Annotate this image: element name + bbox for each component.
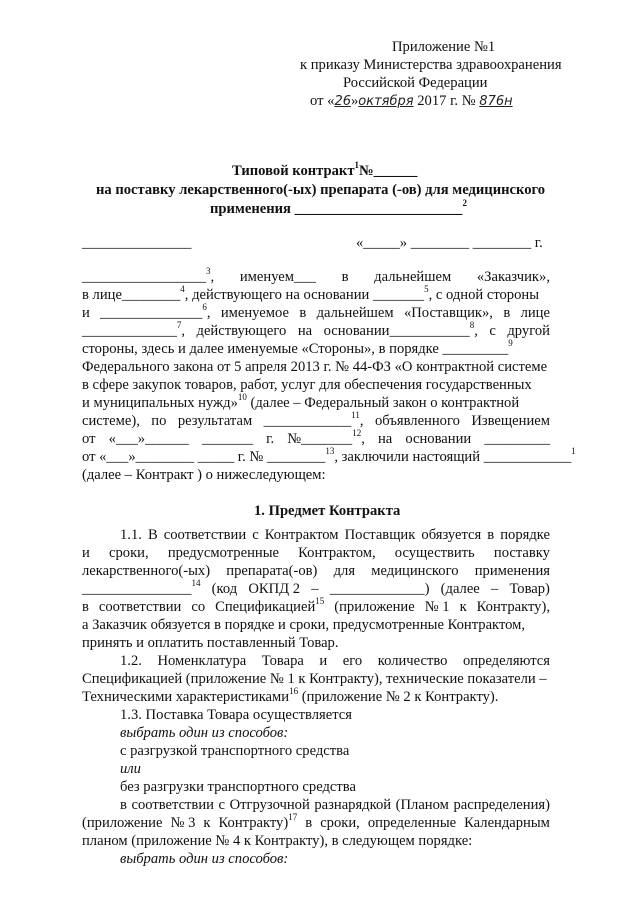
- preamble-text: «Заказчик»,: [476, 269, 550, 285]
- preamble-text: _________________$^3$,: [82, 266, 215, 285]
- paragraph-text: и: [82, 545, 90, 561]
- footnote-ref: 1: [354, 160, 360, 170]
- paragraph-text: определенные: [367, 815, 457, 831]
- paragraph-line: [82, 598, 550, 616]
- preamble-text: в: [341, 269, 349, 285]
- paragraph-text: _______________$^{14}$: [82, 578, 201, 597]
- preamble-text: действующего: [196, 323, 287, 339]
- paragraph-line: [82, 526, 550, 544]
- paragraph-text: к: [203, 815, 211, 831]
- paragraph-text: ОКПД 2: [248, 581, 301, 597]
- preamble-line: [82, 304, 550, 322]
- paragraph-text: Контракту),: [476, 599, 550, 615]
- paragraph-text: № 3: [170, 815, 196, 831]
- paragraph-text: его: [342, 653, 363, 669]
- paragraph-line: 1.3. Поставка Товара осуществляется: [120, 707, 352, 723]
- place-field: _______________: [82, 235, 192, 251]
- paragraph-line: а Заказчик обязуется в порядке и сроки, предусмотренные Контрактом,: [82, 617, 526, 633]
- preamble-text: стороны, здесь и далее именуемые «Стороны», в порядке _________$^9$: [82, 338, 513, 357]
- section-heading: 1. Предмет Контракта: [254, 503, 401, 519]
- title-text: Типовой контракт: [232, 163, 355, 179]
- option-text: без разгрузки транспортного средства: [120, 779, 356, 795]
- preamble-text: г.: [266, 431, 275, 447]
- paragraph-text: распределения): [453, 797, 550, 813]
- preamble-text: на: [377, 431, 393, 447]
- paragraph-text: Номенклатура: [157, 653, 247, 669]
- paragraph-text: сроки,: [109, 545, 149, 561]
- preamble-line: Федерального закона от 5 апреля 2013 г. № 44-ФЗ «О контрактной системе: [82, 359, 548, 375]
- preamble-text: «Поставщик»,: [403, 305, 493, 321]
- paragraph-text: –: [311, 581, 319, 597]
- paragraph-text: соответствии: [131, 797, 214, 813]
- preamble-text: _________: [484, 431, 550, 447]
- preamble-text: именуемое: [220, 305, 289, 321]
- paragraph-text: определяются: [462, 653, 550, 669]
- paragraph-text: обязуется: [421, 527, 482, 543]
- option-text: с разгрузкой транспортного средства: [120, 743, 350, 759]
- handwritten-day: 26: [334, 94, 351, 109]
- appendix-order-line: к приказу Министерства здравоохранения: [300, 57, 562, 73]
- preamble-line: [82, 430, 550, 448]
- preamble-text: с: [489, 323, 496, 339]
- paragraph-text: Контрактом,: [298, 545, 376, 561]
- paragraph-text: в: [120, 797, 127, 813]
- preamble-line: [82, 286, 550, 304]
- preamble-text: _____________$^7$,: [82, 320, 186, 339]
- preamble-text: ____________$^{11}$,: [263, 410, 364, 429]
- preamble-line: [82, 340, 550, 358]
- preamble-text: ______________$^6$,: [100, 302, 211, 321]
- preamble-text: объявленного: [374, 413, 460, 429]
- paragraph-text: препарата(-ов): [226, 563, 318, 579]
- paragraph-text: разнарядкой: [314, 797, 392, 813]
- preamble-text: именуем___: [239, 269, 316, 285]
- paragraph-line: принять и оплатить поставленный Товар.: [82, 635, 339, 651]
- preamble-text: в: [503, 305, 511, 321]
- paragraph-text: лекарственного(-ых): [82, 563, 211, 579]
- paragraph-text: (код: [211, 581, 238, 597]
- date-prefix: от «: [310, 93, 335, 109]
- preamble-line: в сфере закупок товаров, работ, услуг для обеспечения государственных: [82, 377, 532, 393]
- paragraph-text: соответствии: [98, 599, 182, 615]
- preamble-text: в лице________$^4$, действующего на основании _______$^5$, с одной стороны: [82, 284, 540, 303]
- paragraph-text: В: [147, 527, 158, 543]
- paragraph-text: поставку: [493, 545, 550, 561]
- paragraph-text: и: [319, 653, 328, 669]
- blank: _________________: [82, 269, 207, 285]
- paragraph-text: № 1: [424, 599, 450, 615]
- paragraph-text: в: [82, 599, 89, 615]
- paragraph-text: применения: [474, 563, 550, 579]
- paragraph-text: 1.1.: [120, 527, 142, 543]
- paragraph-text: количество: [377, 653, 448, 669]
- handwritten-order-number: 876н: [479, 94, 513, 109]
- preamble-text: №_______$^{12}$,: [287, 428, 365, 447]
- paragraph-text: в: [305, 815, 313, 831]
- paragraph-text: с: [218, 797, 226, 813]
- paragraph-text: к: [459, 599, 467, 615]
- preamble-text: и: [82, 305, 90, 321]
- paragraph-text: Поставщик: [344, 527, 416, 543]
- instruction-text: выбрать один из способов:: [120, 851, 289, 867]
- paragraph-line: Техническими характеристиками$^{16}$ (приложение № 2 к Контракту).: [82, 686, 499, 705]
- paragraph-text: Техническими характеристиками: [82, 689, 290, 705]
- paragraph-text: соответствии: [163, 527, 247, 543]
- paragraph-text: 1.2.: [120, 653, 142, 669]
- preamble-text: по: [151, 413, 167, 429]
- paragraph-text: (приложение: [334, 599, 415, 615]
- preamble-line: и муниципальных нужд»$^{10}$ (далее – Федеральный закон о контрактной: [82, 392, 520, 411]
- paragraph-text: со: [191, 599, 206, 615]
- paragraph-text: (приложение: [82, 815, 163, 831]
- paragraph-text: порядке: [500, 527, 550, 543]
- paragraph-text: Товара: [261, 653, 304, 669]
- preamble-text: основании: [405, 431, 472, 447]
- date-year: 2017 г. №: [417, 93, 476, 109]
- preamble-text: другой: [507, 323, 550, 339]
- paragraph-line: [82, 814, 550, 832]
- appendix-ministry-line: Российской Федерации: [343, 75, 488, 91]
- paragraph-text: с: [252, 527, 259, 543]
- preamble-line: от «___»________ _____ г. № ________$^{13}$, заключили настоящий ____________$^1$: [82, 446, 576, 465]
- preamble-text: Извещением: [471, 413, 550, 429]
- preamble-line: [82, 412, 550, 430]
- preamble-text: системе),: [82, 413, 140, 429]
- preamble-text: основании___________$^8$,: [323, 320, 478, 339]
- paragraph-text: _____________): [329, 581, 430, 597]
- paragraph-text: предусмотренные: [167, 545, 279, 561]
- title-number: №______: [359, 163, 418, 179]
- paragraph-line: [82, 562, 550, 580]
- paragraph-text: –: [490, 581, 499, 597]
- appendix-date-line: [310, 92, 513, 111]
- paragraph-text: Товар): [509, 581, 550, 597]
- paragraph-text: для: [333, 563, 356, 579]
- preamble-text: на: [297, 323, 313, 339]
- preamble-text: дальнейшем: [316, 305, 394, 321]
- instruction-text: выбрать один из способов:: [120, 725, 289, 741]
- paragraph-text: (Планом: [395, 797, 449, 813]
- paragraph-text: (далее: [440, 581, 480, 597]
- preamble-text: от: [82, 431, 96, 447]
- paragraph-line: Спецификацией (приложение № 1 к Контракту), технические показатели –: [82, 671, 547, 687]
- preamble-text: результатам: [177, 413, 253, 429]
- paragraph-line: [82, 544, 550, 562]
- paragraph-text: Отгрузочной: [229, 797, 310, 813]
- preamble-line: [82, 322, 550, 340]
- paragraph-text: Контрактом: [264, 527, 339, 543]
- paragraph-text: в: [487, 527, 495, 543]
- paragraph-text: Спецификацией$^{15}$: [215, 596, 325, 615]
- contract-date-field: «_____» ________ ________ г.: [356, 235, 543, 251]
- preamble-text: дальнейшем: [374, 269, 452, 285]
- preamble-text: лице: [520, 305, 550, 321]
- or-text: или: [120, 761, 141, 777]
- date-mid: »: [350, 93, 359, 109]
- preamble-line: (далее – Контракт ) о нижеследующем:: [82, 467, 326, 483]
- preamble-line: [82, 268, 550, 286]
- paragraph-text: осуществить: [394, 545, 475, 561]
- preamble-text: _______: [201, 431, 254, 447]
- contract-title: [232, 162, 417, 180]
- paragraph-line: планом (приложение № 4 к Контракту), в следующем порядке:: [82, 833, 473, 849]
- paragraph-text: Календарным: [464, 815, 550, 831]
- preamble-text: «___»______: [108, 431, 189, 447]
- contract-subtitle: на поставку лекарственного(-ых) препарата (-ов) для медицинского: [96, 182, 546, 198]
- paragraph-text: сроки,: [320, 815, 360, 831]
- subtitle-text: применения _______________________: [210, 201, 463, 217]
- paragraph-text: медицинского: [371, 563, 459, 579]
- handwritten-month: октября: [358, 94, 414, 109]
- paragraph-line: [82, 796, 550, 814]
- appendix-label: Приложение №1: [392, 39, 496, 55]
- paragraph-line: [82, 652, 550, 670]
- paragraph-text: Контракту)$^{17}$: [218, 812, 298, 831]
- footnote-ref: 2: [462, 198, 467, 208]
- preamble-text: и муниципальных нужд»: [82, 395, 238, 411]
- preamble-text: в: [299, 305, 307, 321]
- contract-subtitle-2: [210, 200, 467, 218]
